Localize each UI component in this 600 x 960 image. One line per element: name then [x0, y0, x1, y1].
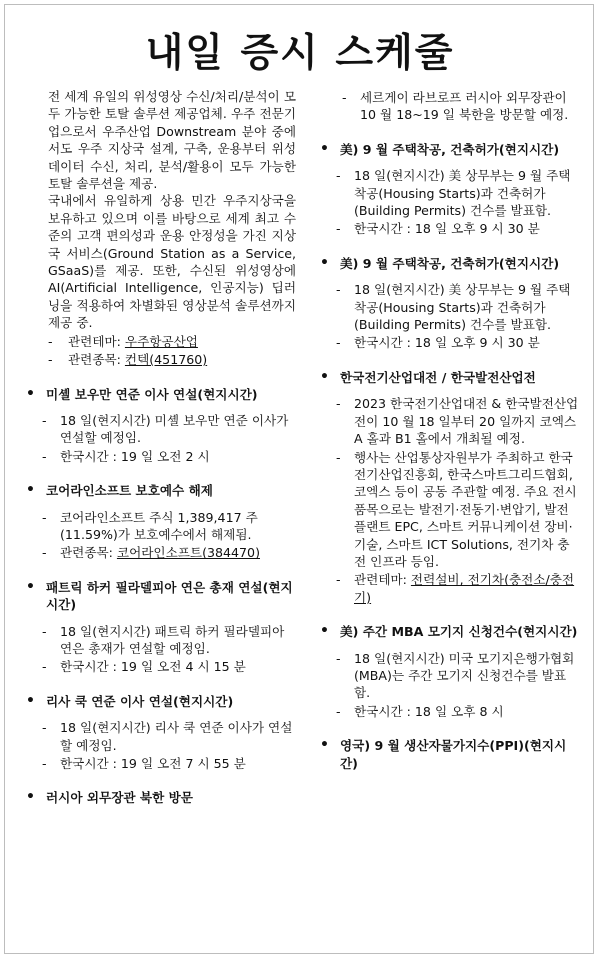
item-line: - 18 일(현지시간) 패트릭 하커 필라델피아 연은 총재가 연설할 예정임. — [42, 623, 285, 656]
item-line: - 18 일(현지시간) 리사 쿡 연준 이사가 연설할 예정임. — [42, 720, 293, 753]
schedule-item-body — [24, 719, 296, 772]
item-line-text: 한국시간 : 18 일 오후 9 시 30 분 — [354, 335, 540, 351]
item-line-text: 한국시간 : 18 일 오후 9 시 30 분 — [354, 221, 540, 237]
schedule-item-body — [318, 281, 580, 352]
schedule-item — [318, 141, 580, 238]
schedule-item — [24, 579, 296, 676]
item-line: - 한국시간 : 18 일 오후 8 시 — [336, 703, 504, 719]
intro-paragraph: 국내에서 유일하게 상용 민간 우주지상국을 보유하고 있으며 이를 바탕으로 세계 최고 수준의 고객 편의성과 운용 안정성을 가진 지상국 서비스(Ground Station as a Service, GSaaS)를 제공. 또한, 수신된 위성영상에 AI(Artificial Intelligence, 인공지능) 딥러닝을 적용하여 차별화된 영상분석 솔루션까지 제공 중. — [48, 193, 296, 331]
item-line-text: 코어라인소프트 주식 1,389,417 주(11.59%)가 보호예수에서 해제됨. — [60, 509, 258, 542]
item-line: - 한국시간 : 19 일 오전 4 시 15 분 — [42, 659, 246, 675]
item-line-text: 2023 한국전기산업대전 & 한국발전산업전이 10 월 18 일부터 20 일까지 코엑스 A 홀과 B1 홀에서 개최될 예정. — [354, 396, 579, 447]
schedule-item-title — [318, 369, 580, 386]
related-theme-line: - 관련테마: 우주항공산업 — [48, 333, 198, 349]
related-stock-label: 관련종목: — [68, 352, 121, 368]
item-line: - 18 일(현지시간) 美 상무부는 9 월 주택착공(Housing Starts)과 건축허가(Building Permits) 건수를 발표함. — [336, 168, 571, 219]
schedule-item — [318, 255, 580, 352]
schedule-item-title — [24, 482, 296, 499]
company-intro — [24, 88, 296, 369]
right-column — [318, 88, 580, 781]
item-line-link[interactable]: 코어라인소프트(384470) — [116, 545, 260, 561]
item-line-text: 18 일(현지시간) 미국 모기지은행가협회(MBA)는 주간 모기지 신청건수를 발표함. — [354, 650, 575, 701]
schedule-item — [318, 369, 580, 606]
bullet-icon: • — [320, 140, 329, 157]
item-line-label: 관련테마: — [354, 572, 407, 588]
schedule-item-title-text: 美) 9 월 주택착공, 건축허가(현지시간) — [340, 141, 560, 157]
schedule-item-title-text: 美) 주간 MBA 모기지 신청건수(현지시간) — [340, 624, 578, 640]
item-line-label: 관련종목: — [60, 545, 113, 561]
item-line: - 한국시간 : 19 일 오전 7 시 55 분 — [42, 756, 246, 771]
item-line: - 세르게이 라브로프 러시아 외무장관이 10 월 18~19 일 북한을 방문할 예정. — [342, 90, 569, 123]
schedule-item-body — [24, 509, 296, 562]
item-line-text: 한국시간 : 19 일 오전 4 시 15 분 — [60, 659, 246, 675]
schedule-item-title — [24, 789, 296, 806]
schedule-item-body — [24, 412, 296, 465]
schedule-item — [318, 737, 580, 772]
related-theme-label: 관련테마: — [68, 333, 121, 349]
item-line: - 한국시간 : 18 일 오후 9 시 30 분 — [336, 335, 540, 351]
bullet-icon: • — [320, 737, 329, 754]
schedule-item-title-text: 美) 9 월 주택착공, 건축허가(현지시간) — [340, 255, 560, 271]
schedule-item-title-text: 한국전기산업대전 / 한국발전산업전 — [340, 369, 536, 385]
schedule-item-title — [318, 255, 580, 272]
schedule-item-title-text: 영국) 9 월 생산자물가지수(PPI)(현지시간) — [340, 738, 567, 771]
left-schedule-list — [24, 386, 296, 807]
bullet-icon: • — [26, 482, 35, 499]
schedule-item — [24, 482, 296, 562]
related-theme-link[interactable]: 우주항공산업 — [124, 333, 198, 349]
schedule-item-title-text: 미셸 보우만 연준 이사 연설(현지시간) — [46, 386, 258, 402]
item-line: - 관련종목: 코어라인소프트(384470) — [42, 545, 260, 561]
item-line: - 행사는 산업통상자원부가 주최하고 한국전기산업진흥회, 한국스마트그리드협회, 코엑스 등이 공동 주관할 예정. 주요 전시품목으로는 발전기·전동기·변압기, 발전 플랜트 EPC, 스마트 커뮤니케이션 장비·기술, 스마트 ICT Solutions, 전기차 충전 인프라 등임. — [336, 449, 577, 569]
schedule-item-title-text: 러시아 외무장관 북한 방문 — [46, 790, 193, 806]
related-stock-link[interactable]: 컨텍(451760) — [124, 352, 208, 368]
item-line: - 관련테마: 전력설비, 전기차(충전소/충전기) — [336, 572, 575, 605]
schedule-item-title-text: 리사 쿡 연준 이사 연설(현지시간) — [46, 693, 234, 709]
item-line-text: 한국시간 : 19 일 오전 7 시 55 분 — [60, 756, 246, 771]
schedule-item-title — [24, 386, 296, 403]
item-line-text: 한국시간 : 18 일 오후 8 시 — [354, 703, 504, 719]
bullet-icon: • — [26, 789, 35, 806]
item-line: - 한국시간 : 19 일 오전 2 시 — [42, 448, 210, 464]
schedule-item-body — [318, 650, 580, 721]
schedule-item-title — [24, 693, 296, 710]
bullet-icon: • — [320, 368, 329, 385]
schedule-item — [24, 386, 296, 466]
schedule-item-title — [318, 623, 580, 640]
bullet-icon: • — [320, 254, 329, 271]
schedule-item-title-text: 코어라인소프트 보호예수 해제 — [46, 483, 213, 499]
item-line-text: 18 일(현지시간) 패트릭 하커 필라델피아 연은 총재가 연설할 예정임. — [60, 623, 285, 656]
schedule-item-title — [318, 737, 580, 772]
left-column — [24, 88, 296, 816]
schedule-item — [24, 789, 296, 806]
intro-paragraph: 전 세계 유일의 위성영상 수신/처리/분석이 모두 가능한 토탈 솔루션 제공업체. 우주 전문기업으로서 우주산업 Downstream 분야 중에서도 우주 지상국 설계, 구축, 운용부터 위성데이터 수신, 처리, 분석/활용이 모두 가능한 토탈 솔루션을 제공. — [48, 89, 296, 192]
right-schedule-list — [318, 141, 580, 772]
bullet-icon: • — [26, 385, 35, 402]
schedule-item-title-text: 패트릭 하커 필라델피아 연은 총재 연설(현지시간) — [46, 579, 293, 613]
item-line-link[interactable]: 전력설비, 전기차(충전소/충전기) — [354, 572, 575, 605]
item-line: - 18 일(현지시간) 미셸 보우만 연준 이사가 연설할 예정임. — [42, 412, 289, 446]
schedule-item-title — [24, 579, 296, 614]
continued-item-body — [318, 89, 580, 124]
item-line: - 2023 한국전기산업대전 & 한국발전산업전이 10 월 18 일부터 20 일까지 코엑스 A 홀과 B1 홀에서 개최될 예정. — [336, 396, 579, 447]
item-line: - 코어라인소프트 주식 1,389,417 주(11.59%)가 보호예수에서 해제됨. — [42, 509, 258, 542]
item-line-text: 18 일(현지시간) 미셸 보우만 연준 이사가 연설할 예정임. — [60, 412, 289, 446]
bullet-icon: • — [26, 578, 35, 595]
item-line-text: 18 일(현지시간) 美 상무부는 9 월 주택착공(Housing Starts)과 건축허가(Building Permits) 건수를 발표함. — [354, 168, 571, 219]
bullet-icon: • — [320, 623, 329, 640]
schedule-item-body — [318, 167, 580, 238]
item-line-text: 한국시간 : 19 일 오전 2 시 — [60, 448, 210, 464]
item-line-text: 18 일(현지시간) 리사 쿡 연준 이사가 연설할 예정임. — [60, 720, 293, 753]
related-stock-line: - 관련종목: 컨텍(451760) — [48, 352, 208, 368]
schedule-item-body — [318, 395, 580, 606]
bullet-icon: • — [26, 692, 35, 709]
item-line-text: 18 일(현지시간) 美 상무부는 9 월 주택착공(Housing Starts)과 건축허가(Building Permits) 건수를 발표함. — [354, 282, 571, 333]
page-title: 내일 증시 스케줄 — [145, 31, 455, 76]
schedule-item-title — [318, 141, 580, 158]
item-line-text: 행사는 산업통상자원부가 주최하고 한국전기산업진흥회, 한국스마트그리드협회, 코엑스 등이 공동 주관할 예정. 주요 전시품목으로는 발전기·전동기·변압기, 발전 플랜트 EPC, 스마트 커뮤니케이션 장비·기술, 스마트 ICT Solutions, 전기차 충전 인프라 등임. — [354, 449, 577, 569]
schedule-item — [318, 623, 580, 720]
item-line: - 한국시간 : 18 일 오후 9 시 30 분 — [336, 221, 540, 237]
item-line: - 18 일(현지시간) 美 상무부는 9 월 주택착공(Housing Starts)과 건축허가(Building Permits) 건수를 발표함. — [336, 282, 571, 333]
schedule-item — [24, 693, 296, 773]
item-line: - 18 일(현지시간) 미국 모기지은행가협회(MBA)는 주간 모기지 신청건수를 발표함. — [336, 650, 575, 701]
item-line-text: 세르게이 라브로프 러시아 외무장관이 10 월 18~19 일 북한을 방문할 예정. — [360, 90, 569, 123]
schedule-item-body — [24, 623, 296, 676]
